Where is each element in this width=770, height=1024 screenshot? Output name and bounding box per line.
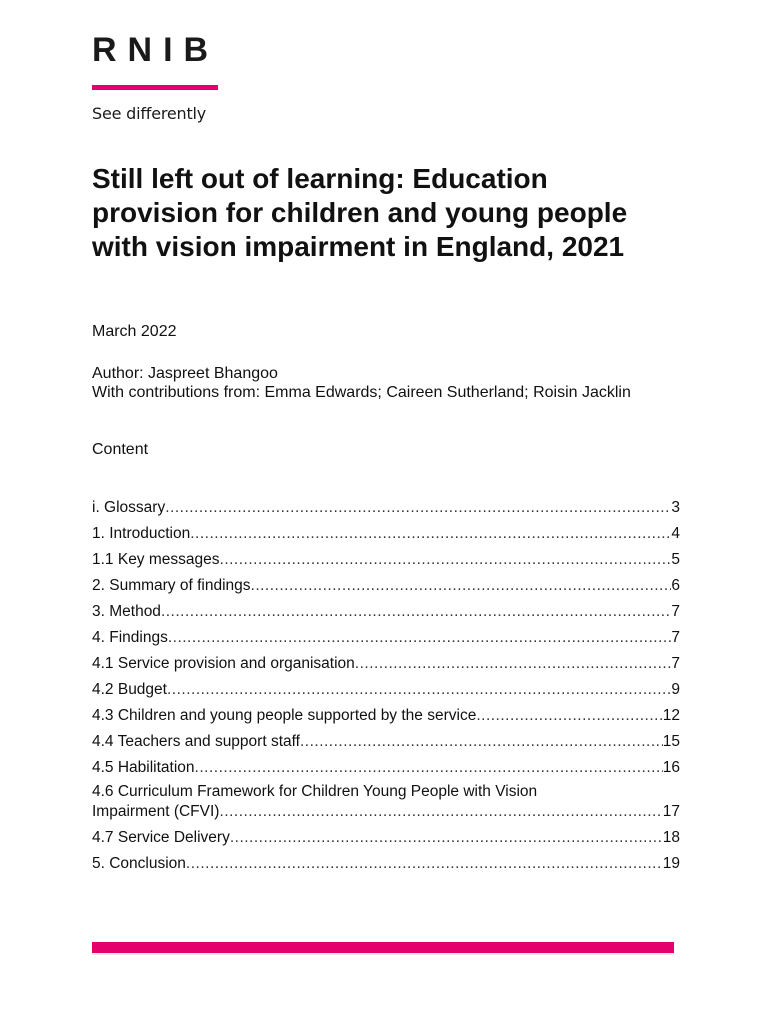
toc-entry-label: i. Glossary [92, 499, 166, 516]
toc-entry-page: 9 [671, 681, 680, 698]
footer-bar-shadow [92, 953, 674, 955]
toc-entry[interactable] [92, 726, 680, 752]
toc-entry[interactable] [92, 674, 680, 700]
toc-entry-page: 12 [662, 707, 680, 724]
toc-entry-label: 5. Conclusion [92, 855, 186, 872]
toc-entry[interactable] [92, 700, 680, 726]
toc-leader-dots [186, 854, 663, 874]
toc-entry-page: 16 [662, 759, 680, 776]
toc-leader-dots [190, 524, 671, 544]
toc-entry-label: 4.1 Service provision and organisation [92, 655, 355, 672]
toc-leader-dots [251, 576, 672, 596]
toc-entry-label: 4.3 Children and young people supported by the service [92, 707, 477, 724]
authors-block [92, 364, 672, 402]
toc-entry-label: 4.2 Budget [92, 681, 167, 698]
toc-leader-dots [220, 550, 672, 570]
toc-entry-label-line1: 4.6 Curriculum Framework for Children Young People with Vision [92, 783, 538, 800]
toc-entry[interactable] [92, 492, 680, 518]
toc-entry-label: 2. Summary of findings [92, 577, 251, 594]
toc-entry-label: 4. Findings [92, 629, 168, 646]
toc-entry-line2 [92, 802, 680, 822]
toc-entry-label: 4.5 Habilitation [92, 759, 195, 776]
toc-entry[interactable] [92, 848, 680, 874]
toc-entry[interactable] [92, 752, 680, 778]
toc-leader-dots [168, 628, 672, 648]
contents-heading: Content [92, 441, 149, 458]
author-line: Author: Jaspreet Bhangoo [92, 365, 278, 382]
toc-entry[interactable] [92, 778, 680, 822]
toc-entry-page: 7 [671, 603, 680, 620]
publication-date: March 2022 [92, 323, 177, 340]
toc-entry-page: 15 [662, 733, 680, 750]
toc-leader-dots [230, 828, 663, 848]
toc-entry-page: 17 [662, 803, 680, 820]
toc-entry-page: 7 [671, 655, 680, 672]
contributors-line: With contributions from: Emma Edwards; Caireen Sutherland; Roisin Jacklin [92, 384, 631, 401]
toc-entry-page: 19 [662, 855, 680, 872]
toc-entry[interactable] [92, 648, 680, 674]
toc-leader-dots [300, 732, 663, 752]
document-title: Still left out of learning: Education provision for children and young people with vision impairment in England, 2021 [92, 163, 628, 262]
toc-entry-label: Impairment (CFVI) [92, 803, 220, 820]
toc-entry[interactable] [92, 822, 680, 848]
toc-entry[interactable] [92, 570, 680, 596]
toc-entry[interactable] [92, 544, 680, 570]
toc-entry-label: 1. Introduction [92, 525, 191, 542]
toc-entry-label: 3. Method [92, 603, 161, 620]
brand-tagline: See differently [92, 104, 207, 123]
toc-entry[interactable] [92, 518, 680, 544]
toc-entry-page: 18 [662, 829, 680, 846]
table-of-contents [92, 492, 680, 874]
toc-entry[interactable] [92, 596, 680, 622]
rnib-logo: RNIB [92, 31, 220, 69]
footer-accent-bar [92, 942, 674, 953]
toc-leader-dots [167, 680, 671, 700]
toc-entry-label: 4.4 Teachers and support staff [92, 733, 300, 750]
toc-leader-dots [355, 654, 672, 674]
toc-entry-label: 4.7 Service Delivery [92, 829, 230, 846]
toc-leader-dots [165, 498, 671, 518]
toc-leader-dots [219, 802, 662, 822]
toc-entry-page: 3 [671, 499, 680, 516]
toc-entry-page: 6 [671, 577, 680, 594]
toc-leader-dots [161, 602, 671, 622]
logo-accent-bar [92, 85, 218, 90]
toc-leader-dots [195, 758, 663, 778]
toc-entry-page: 7 [671, 629, 680, 646]
toc-entry[interactable] [92, 622, 680, 648]
toc-entry-label: 1.1 Key messages [92, 551, 220, 568]
toc-leader-dots [476, 706, 662, 726]
toc-entry-page: 4 [671, 525, 680, 542]
toc-entry-page: 5 [671, 551, 680, 568]
